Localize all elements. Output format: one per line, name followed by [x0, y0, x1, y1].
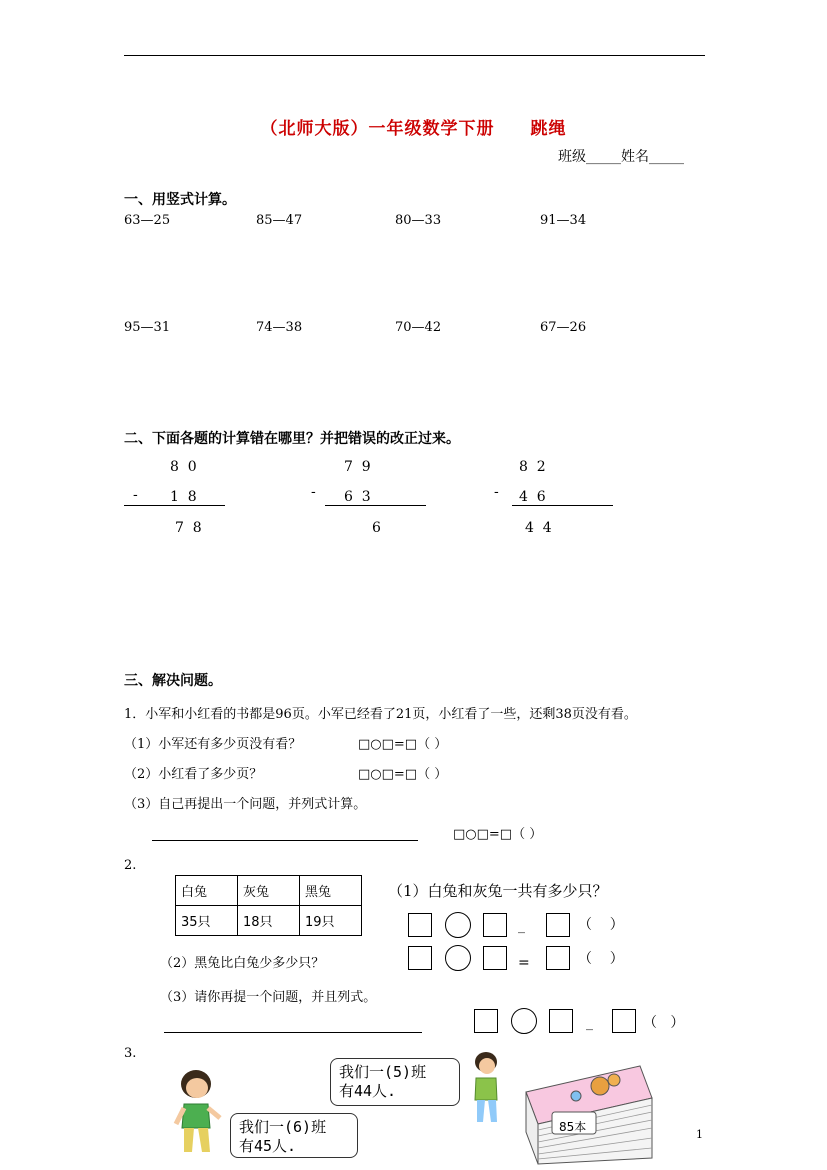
q1-sub1: （1）小军还有多少页没有看？	[124, 737, 302, 752]
header-rule	[124, 55, 705, 56]
answer-box[interactable]	[483, 946, 507, 970]
answer-box[interactable]	[408, 946, 432, 970]
answer-box[interactable]	[474, 1009, 498, 1033]
answer-line	[124, 505, 225, 506]
q2-sub1: （1）白兔和灰兔一共有多少只？	[388, 882, 608, 900]
page-title: （北师大版）一年级数学下册 跳绳	[260, 119, 567, 139]
answer-box[interactable]	[483, 913, 507, 937]
q1-sub2: （2）小红看了多少页？	[124, 767, 263, 782]
section2-heading: 二、下面各题的计算错在哪里？并把错误的改正过来。	[124, 431, 460, 447]
book-count-label: 85本	[559, 1120, 587, 1134]
calc-item: 74—38	[256, 320, 303, 335]
q1-sub3: （3）自己再提出一个问题，并列式计算。	[124, 797, 367, 812]
subtrahend: 4 6	[519, 489, 546, 505]
table-cell: 白兔	[176, 876, 238, 906]
class-name-line: 班级_____姓名_____	[558, 149, 684, 165]
boy-left-illustration	[172, 1066, 222, 1156]
boy-right-illustration	[466, 1050, 506, 1125]
q1-formula-2: □○□=□（ ）	[358, 767, 448, 782]
calc-item: 91—34	[540, 213, 587, 228]
wrong-result: 4 4	[525, 520, 552, 536]
answer-box[interactable]	[549, 1009, 573, 1033]
bubble-line: 有44人.	[339, 1082, 397, 1100]
section3-heading: 三、解决问题。	[124, 673, 222, 689]
minuend: 8 2	[519, 459, 546, 475]
q2-number: 2.	[124, 858, 137, 873]
wrong-result: 7 8	[175, 520, 202, 536]
table-cell: 35只	[176, 906, 238, 936]
equals-sign: _	[518, 918, 525, 934]
operator-circle[interactable]	[511, 1008, 537, 1034]
table-cell: 19只	[300, 906, 362, 936]
bubble-line: 有45人.	[239, 1137, 297, 1155]
table-cell: 18只	[238, 906, 300, 936]
section1-heading: 一、用竖式计算。	[124, 192, 236, 208]
q1-formula-3: □○□=□（ ）	[453, 827, 543, 842]
subtrahend: 1 8	[170, 489, 197, 505]
calc-item: 63—25	[124, 213, 171, 228]
q2-answer-line	[164, 1032, 422, 1033]
book-stack-illustration	[522, 1058, 656, 1166]
operator-circle[interactable]	[445, 945, 471, 971]
minus-sign: -	[133, 487, 138, 503]
calc-item: 70—42	[395, 320, 442, 335]
unit-paren: （ ）	[643, 1015, 685, 1031]
q1-answer-line	[152, 840, 418, 841]
unit-paren: （ ）	[578, 951, 624, 967]
answer-box[interactable]	[546, 946, 570, 970]
answer-box[interactable]	[408, 913, 432, 937]
q1-formula-1: □○□=□（ ）	[358, 737, 448, 752]
equals-sign: =	[518, 955, 530, 971]
minuend: 7 9	[344, 459, 371, 475]
speech-bubble-left	[230, 1113, 358, 1158]
table-cell: 灰兔	[238, 876, 300, 906]
speech-bubble-right	[330, 1058, 460, 1106]
bubble-line: 我们一(6)班	[239, 1118, 327, 1136]
minus-sign: -	[311, 484, 316, 500]
minuend: 8 0	[170, 459, 197, 475]
calc-item: 80—33	[395, 213, 442, 228]
wrong-result: 6	[372, 520, 381, 536]
calc-item: 95—31	[124, 320, 171, 335]
q2-sub2: （2）黑兔比白兔少多少只？	[160, 956, 325, 971]
answer-box[interactable]	[546, 913, 570, 937]
answer-line	[325, 505, 426, 506]
page-number: 1	[696, 1128, 703, 1141]
q3-number: 3.	[124, 1046, 137, 1061]
minus-sign: -	[494, 484, 499, 500]
calc-item: 67—26	[540, 320, 587, 335]
operator-circle[interactable]	[445, 912, 471, 938]
bubble-line: 我们一(5)班	[339, 1063, 427, 1081]
answer-line	[512, 505, 613, 506]
q2-sub3: （3）请你再提一个问题，并且列式。	[160, 990, 377, 1005]
answer-box[interactable]	[612, 1009, 636, 1033]
equals-sign: _	[586, 1015, 593, 1031]
table-cell: 黑兔	[300, 876, 362, 906]
unit-paren: （ ）	[578, 917, 624, 933]
q1-text: 1．小军和小红看的书都是96页。小军已经看了21页，小红看了一些，还剩38页没有看。	[124, 707, 637, 722]
calc-item: 85—47	[256, 213, 303, 228]
rabbit-table	[175, 875, 362, 936]
subtrahend: 6 3	[344, 489, 371, 505]
